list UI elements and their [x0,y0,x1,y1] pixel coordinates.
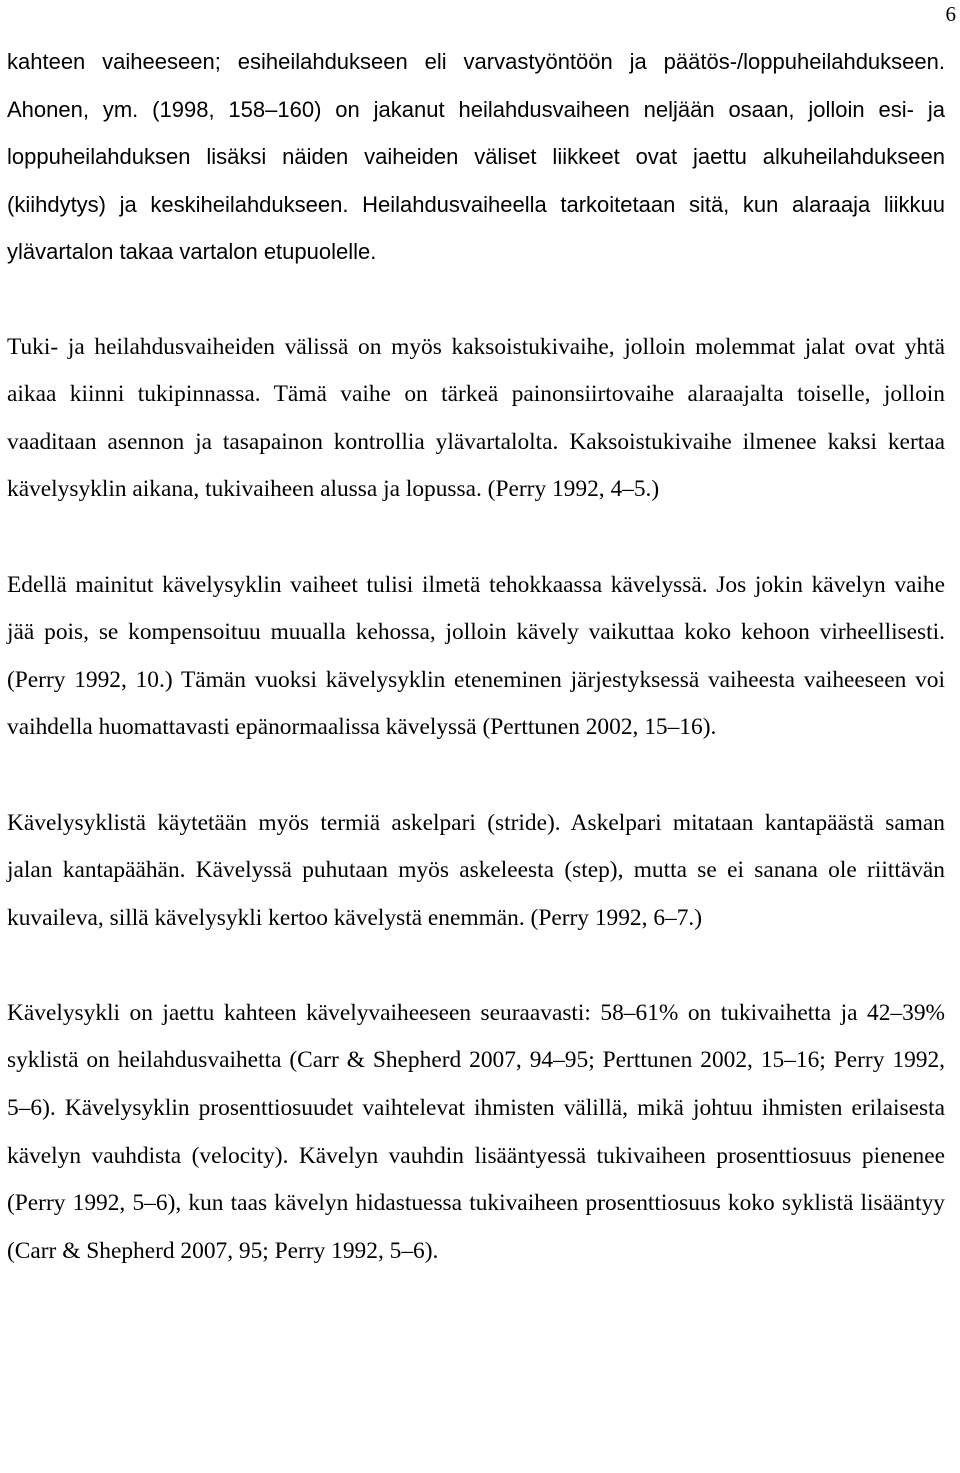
paragraph-double-support: Tuki- ja heilahdusvaiheiden välissä on myös kaksoistukivaihe, jolloin molemmat jalat ovat yhtä aikaa kiinni tukipinnassa. Tämä vaihe on tärkeä painonsiirtovaihe alaraajalta toiselle, jolloin vaaditaan asennon ja tasapainon kontrollia ylävartalolta. Kaksoistukivaihe ilmenee kaksi kertaa kävelysyklin aikana, tukivaiheen alussa ja lopussa. (Perry 1992, 4–5.) [7,333,945,503]
paragraph-gait-phases-efficiency: Edellä mainitut kävelysyklin vaiheet tulisi ilmetä tehokkaassa kävelyssä. Jos jokin kävelyn vaihe jää pois, se kompensoituu muualla kehossa, jolloin kävely vaikuttaa koko kehoon virheellisesti. (Perry 1992, 10.) Tämän vuoksi kävelysyklin eteneminen järjestyksessä vaiheesta vaiheeseen voi vaihdella huomattavasti epänormaalissa kävelyssä (Perttunen 2002, 15–16). [7,571,945,741]
paragraph-stride: Kävelysyklistä käytetään myös termiä askelpari (stride). Askelpari mitataan kantapäästä saman jalan kantapäähän. Kävelyssä puhutaan myös askeleesta (step), mutta se ei sanana ole riittävän kuvaileva, sillä kävelysykli kertoo kävelystä enemmän. (Perry 1992, 6–7.) [7,809,945,931]
paragraph-swing-phase: kahteen vaiheeseen; esiheilahdukseen eli varvastyöntöön ja päätös-/loppuheilahdukseen. Ahonen, ym. (1998, 158–160) on jakanut heilahdusvaiheen neljään osaan, jolloin esi- ja loppuheilahduksen lisäksi näiden vaiheiden väliset liikkeet ovat jaettu alkuheilahdukseen (kiihdytys) ja keskiheilahdukseen. Heilahdusvaiheella tarkoitetaan sitä, kun alaraaja liikkuu ylävartalon takaa vartalon etupuolelle. [7,49,945,265]
page-number: 6 [945,2,956,26]
paragraph-phase-percentages: Kävelysykli on jaettu kahteen kävelyvaiheeseen seuraavasti: 58–61% on tukivaihetta ja 42–39% syklistä on heilahdusvaihetta (Carr & Shepherd 2007, 94–95; Perttunen 2002, 15–16; Perry 1992, 5–6). Kävelysyklin prosenttiosuudet vaihtelevat ihmisten välillä, mikä johtuu ihmisten erilaisesta kävelyn vauhdista (velocity). Kävelyn vauhdin lisääntyessä tukivaiheen prosenttiosuus pienenee (Perry 1992, 5–6), kun taas kävelyn hidastuessa tukivaiheen prosenttiosuus koko syklistä lisääntyy (Carr & Shepherd 2007, 95; Perry 1992, 5–6). [7,999,945,1264]
document-body [7,38,945,1275]
